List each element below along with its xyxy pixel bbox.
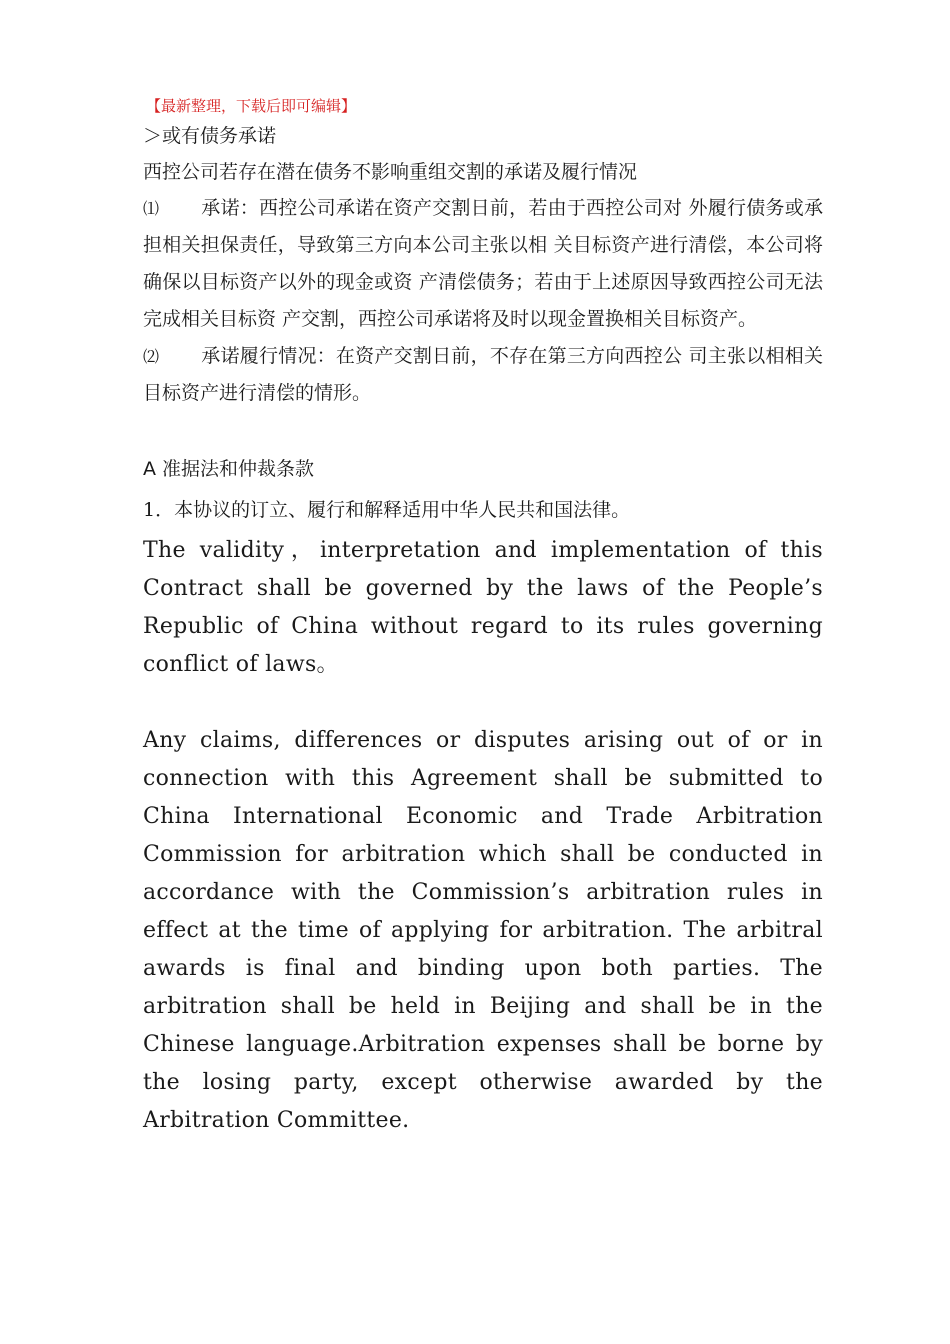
item-text: 承诺：西控公司承诺在资产交割日前，若由于西控公司对 外履行债务或承担相关担保责任，导致第三方向本公司主张以相 关目标资产进行清偿，本公司将确保以目标资产以外的现金或资 产清偿债务；若由于上述原因导致西控公司无法完成相关目标资 产交割，西控公司承诺将及时以现金置换相关目标资产。 [143,197,823,330]
spacer [143,412,823,450]
download-banner: 【最新整理，下载后即可编辑】 [146,97,357,115]
governing-law-heading: A 准据法和仲裁条款 [143,458,315,480]
english-paragraph-1: The validity，interpretation and implementation of this Contract shall be governed by the laws of the People’s Republic of China without regard to its rules governing conflict of laws。 [143,538,823,677]
item-number: ⑴ [143,199,160,218]
document-page [143,96,823,1140]
spacer [143,684,823,722]
intro-paragraph: 西控公司若存在潜在债务不影响重组交割的承诺及履行情况 [143,161,638,183]
item-number: ⑵ [143,347,160,366]
commitment-item-1 [143,190,823,338]
english-paragraph-2: Any claims, differences or disputes arising out of or in connection with this Agreement shall be submitted to China International Economic and Trade Arbitration Commission for arbitration which shall be conducted in accordance with the Commission’s arbitration rules in effect at the time of applying for arbitration. The arbitral awards is final and binding upon both parties. The arbitration shall be held in Beijing and shall be in the Chinese language.Arbitration expenses shall be borne by the losing party, except otherwise awarded by the Arbitration Committee. [143,728,823,1133]
commitment-item-2 [143,338,823,412]
item-text: 承诺履行情况：在资产交割日前，不存在第三方向西控公 司主张以相相关目标资产进行清偿的情形。 [143,345,823,404]
section-title: ＞或有债务承诺 [143,125,277,147]
clause-1: 1．本协议的订立、履行和解释适用中华人民共和国法律。 [143,499,631,521]
